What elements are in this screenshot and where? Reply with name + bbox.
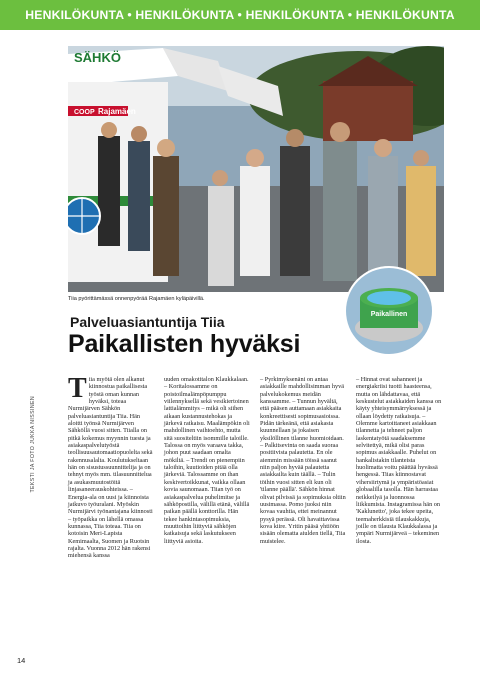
article-photo [68, 46, 444, 292]
event-photo-illustration [68, 46, 444, 292]
article-headline: Paikallisten hyväksi [68, 330, 301, 358]
cake-text: Paikallinen [370, 311, 408, 318]
article-column-3-text: – Pyrkimyksenäni on antaa asiakkaille mahdollisimman hyvä palvelukokemus meidän kanssamme. – Tunnun hyvältä, että pääsen auttamaan asiakkaita konkreettisesti sopimusasioissa. Pidän tärkeänä, että asiakasta kuunnellaan ja jokaisen yksilöllinen tilanne huomioidaan. – Palkitsevinta on saada suoraa positiivista palautetta. En ole aiemmin missään töissä saanut niin paljon hyvää palautetta asiakkailta kuin täällä. – Tulin töihin vuosi sitten eli kun oli 'tilanne päällä'. Sähkön hinnat olivat pilvissä ja sopimuksia oltiin uusimassa. Pomo juoksi niin kovaa vauhtia, ettei meinannut pysyä perässä. Oli havaittavissa kova kiire. Yritin pääsä yhtiöön sisään olematta aiulden tiellä, Tiia muistelee. [260, 376, 346, 545]
tent-small-text: COOP [74, 109, 95, 116]
article-column-2-text: uuden omakotitalon Klaukkalaan. – Koritalossamme on poistoilmalämpöpumppu viilennyksellä sekä vesikiertoinen lattialämmitys – mikä oli siihen aikaan kustannustehokas ja järkevä ratkaisu. Maalämpökin oli mahdollinen vaihtoehto, mutta sitä suositeltiin isommille taloille. Talossa on myös varaava takka, johon puut saadaan omalta mökiltä. – Trendi on pienempiin taloihin, kuutioiden pitää olla järkeviä. Talossamme on ihan keskivertoikkunat, vaikka ollaan kovia saunomaan. Tiian työ on asiakaspalvelua puhelimitse ja sähköpostilla, välillä etänä, välillä paikan päällä konttorilla. Hän tekee hankintasopimuksia, muuttoihin liittyviä sähköjen katkaisuja sekä laskutukseen liittyviä asioita. [164, 376, 250, 545]
article-column-1-text: iia myötä olen alkanut kiinnostua paikallisesta työstä oman kunnan hyväksi, toteaa Nurmijärven Sähkön palveluasiantuntija Tiia. Hän aloitti työnsä Nurmijärven Sähköllä vuosi sitten. Tiialla on pitkä kokemus myynnin tuesta ja asiakaspalvelutyöstä teollisuusautomaatiopuolelta sekä rakennusalalta. Koulutukseltaan hän on sisustussuunnittelija ja on tehnyt myös mm. tilasuunnittelua ja asukasmuutostöitä linjasaneerauskohteissa. – Energia-ala on uusi ja kiinnoista jatkuvo työuralani. Myöskin Nurmijärvi työnantajana kiinnosti – työpaikka on lähellä omassa kunnassa, Tiia toteaa. Tiia on kotoisin Meri-Lapista Kemimaalta, Suomen ja Ruotsin rajalta. Vuonna 2012 hän rakensi miehensä kanssa [68, 376, 153, 560]
article-column-1 [68, 373, 154, 560]
article-body [68, 373, 444, 560]
drop-cap: T [68, 373, 87, 404]
section-banner [0, 0, 480, 30]
section-banner-text: HENKILÖKUNTA • HENKILÖKUNTA • HENKILÖKUNTA • HENKILÖKUNTA [25, 8, 455, 22]
tent-sign-text: SÄHKÖ [74, 50, 121, 65]
cake-photo [346, 268, 432, 354]
cake-illustration [346, 268, 432, 354]
page-number: 14 [17, 656, 26, 665]
article-column-3 [260, 376, 346, 560]
article-column-2 [164, 376, 250, 560]
article-column-4-text: – Hinnat ovat sahanneet ja energiakriisi tuotti haasteensa, mutta on lähdattavaa, että keskustelut asiakkaiden kanssa on käyty yhteisymmärryksessä ja ollaan löydetty ratkaisuja. – Olemme kartoittaneet asiakkaan tilannetta ja tehneet paljon laskentatyötä saadaksemme selvitettyä, mikä olisi paras sopimus asiakkaalle. Puhelut on hankalistakin tilanteista huolimatta voitu päättää hyvässä hengessä. Tiias kiinnostavat vihersiirtymä ja ympäristöasiat globaalilla tasolla. Hän harrastaa neikkeilyä ja luonnossa liikkumista. Instagramissa hän on 'Kaklunetto', joka tekee upeita, teemaherkkisiä tilauskakkuja, joille on tilausta Klaukkalassa ja ympäri Nurmijärveä – tekeminen ilosta. [356, 376, 442, 545]
article-column-4 [356, 376, 442, 560]
article-kicker: Palveluasiantuntija Tiia [70, 314, 225, 330]
article-byline: TEKSTI JA FOTO JUKKA NISSINEN [30, 396, 36, 493]
tent-sign-secondary: Rajamäen [98, 107, 136, 116]
photo-caption: Tiia pyörittämässä onnenpyörää Rajamäen kyläpäivillä. [68, 296, 205, 302]
